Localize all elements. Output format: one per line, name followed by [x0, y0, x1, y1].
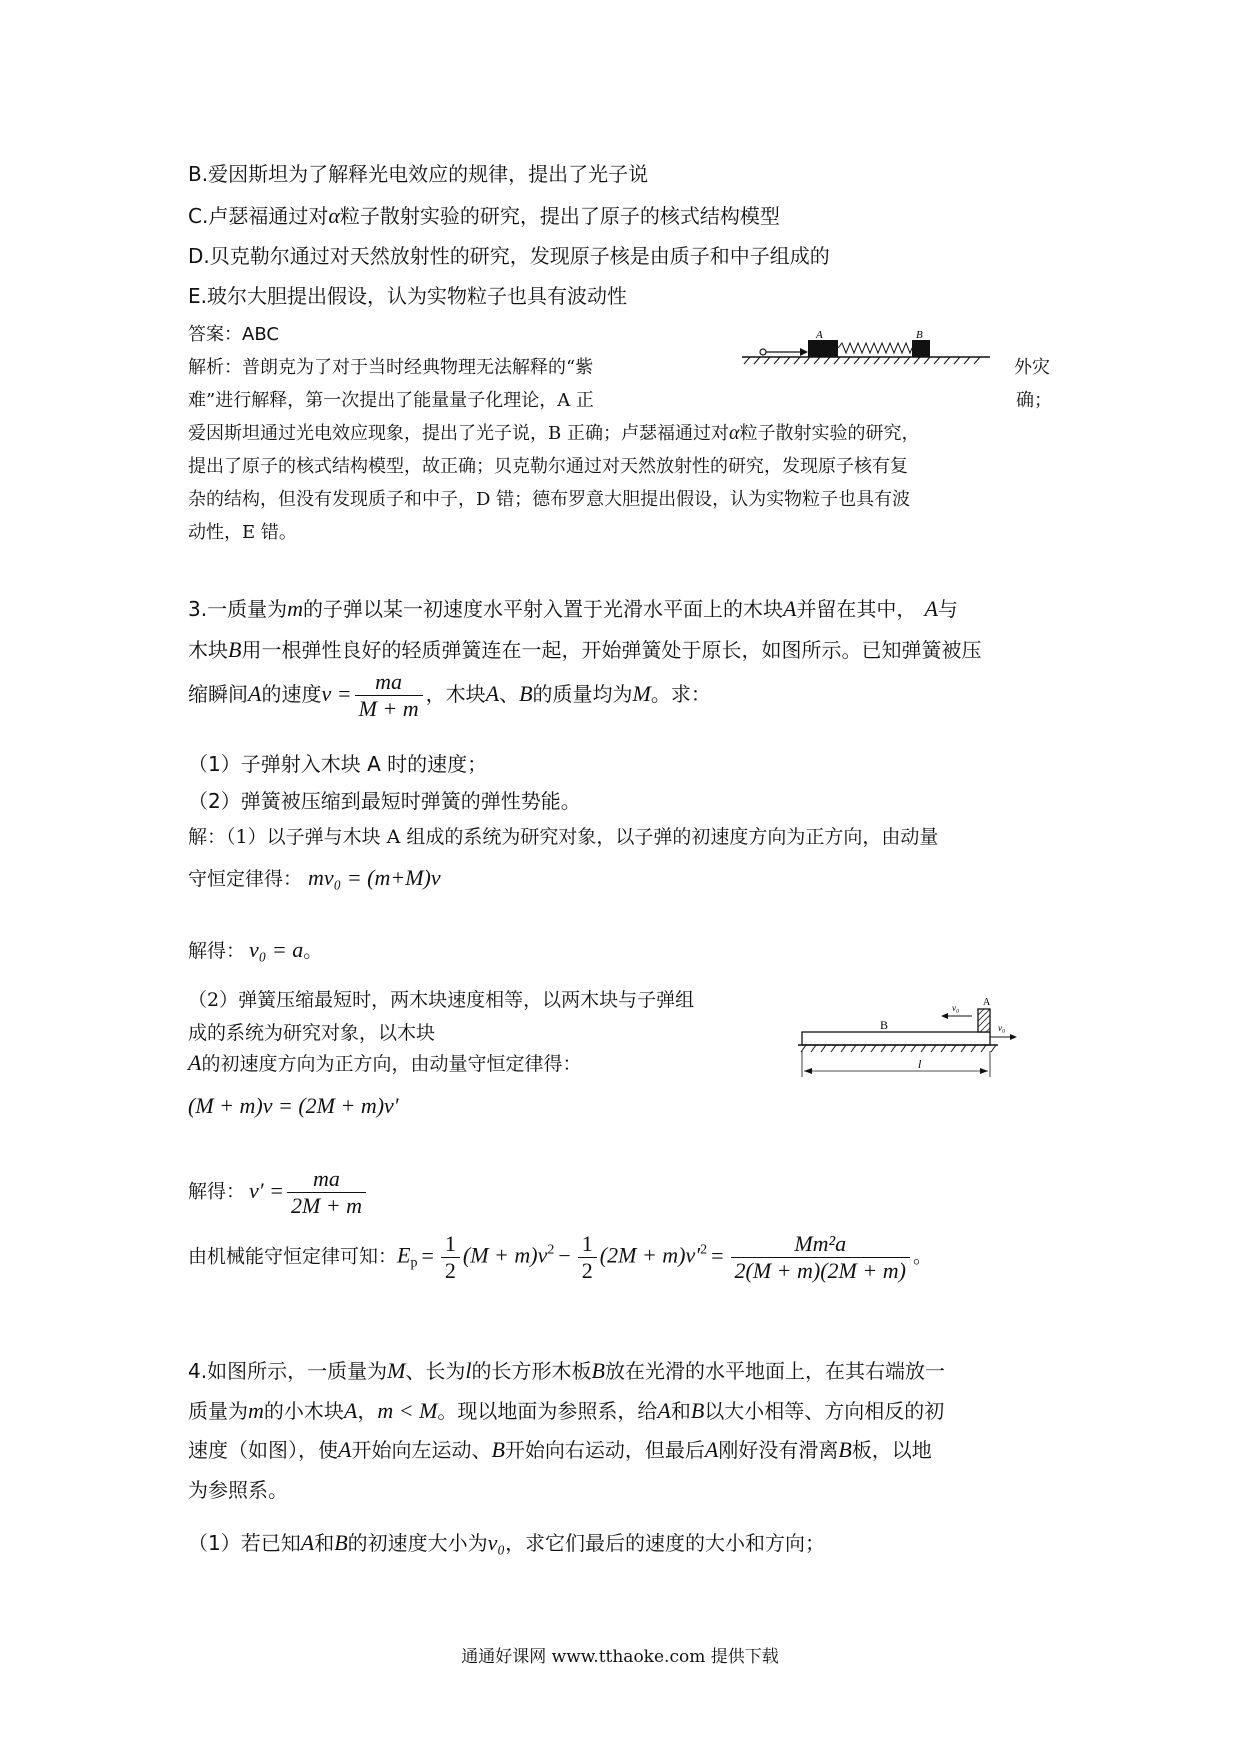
q3-solution-line-2 [188, 864, 441, 891]
q4-l1-a: 4.如图所示，一质量为 [188, 1359, 388, 1383]
q4-l2-A: A [343, 1398, 358, 1423]
q4-sub1-d: ，求它们最后的速度的大小和方向； [505, 1531, 826, 1555]
q4-l3-A2: A [704, 1437, 719, 1462]
page-footer: 通通好课网 www.tthaoke.com 提供下载 [461, 1647, 779, 1667]
q3-eq5-half2-den: 2 [581, 1258, 593, 1284]
option-e: E.玻尔大胆提出假设，认为实物粒子也具有波动性 [188, 284, 627, 308]
q4-line-3 [188, 1434, 932, 1463]
q3-eq5-result-num: Mm²a [731, 1232, 910, 1258]
q3-eq5-minus: − [558, 1242, 571, 1268]
q3-frac-num: ma [355, 670, 423, 696]
q4-sub1-v0: v₀ [487, 1530, 506, 1555]
q3-eq5-result-den: 2(M + m)(2M + m) [734, 1258, 906, 1284]
q3-sol6-A: A [188, 1050, 202, 1075]
explanation-line-2-left: 难”进行解释，第一次提出了能量量子化理论，A 正 [188, 390, 594, 411]
explanation-line-1-left: 解析：普朗克为了对于当时经典物理无法解释的“紫 [188, 357, 594, 378]
q3-subquestion-2: （2）弹簧被压缩到最短时弹簧的弹性势能。 [188, 789, 581, 813]
q3-l3-A: A [248, 681, 262, 707]
q3-sol2-text: 守恒定律得： [188, 868, 303, 890]
explanation-line-4: 提出了原子的核式结构模型，故正确；贝克勒尔通过对天然放射性的研究，发现原子核有复 [188, 456, 908, 477]
q3-eq3-expr: (M + m)v = (2M + m)v′ [188, 1093, 399, 1118]
q3-eq5-square-2: 2 [700, 1242, 708, 1258]
q3-eq5-end: 。 [912, 1245, 932, 1268]
q3-eq5-eq: = [421, 1242, 434, 1268]
q3-sol8-text: 由机械能守恒定律可知： [188, 1245, 398, 1268]
figure-label-board-b: B [880, 1018, 889, 1032]
q3-solution-line-5: 成的系统为研究对象，以木块 [188, 1022, 436, 1044]
q4-sub1-c: 的初速度大小为 [347, 1531, 488, 1555]
q4-l2-inequality: m < M [377, 1398, 438, 1423]
q4-l1-c: 的长方形木板 [471, 1359, 592, 1383]
explanation-line-3 [188, 419, 919, 445]
q4-l2-A2: A [657, 1398, 671, 1423]
q4-l1-l: l [465, 1358, 472, 1383]
q3-solution-line-8 [188, 1232, 932, 1283]
q4-sub1-A: A [300, 1530, 315, 1555]
q3-l1-m: m [287, 596, 303, 621]
q3-l2-B: B [228, 637, 242, 662]
q4-l3-B: B [491, 1437, 505, 1462]
q3-l3-B: B [519, 681, 533, 707]
q3-eq5-half1-num: 1 [441, 1232, 460, 1258]
q3-sol7-text: 解得： [188, 1180, 246, 1203]
q4-l2-d: 。现以地面为参照系，给 [437, 1399, 658, 1423]
explanation-line-3-pre: 爱因斯坦通过光电效应现象，提出了光子说，B 正确；卢瑟福通过对 [188, 423, 729, 444]
q4-subquestion-1 [188, 1527, 825, 1556]
q3-eq4-den: 2M + m [290, 1193, 363, 1219]
q4-line-2 [188, 1395, 944, 1424]
q3-solution-line-3 [188, 936, 322, 963]
q4-sub1-B: B [334, 1530, 348, 1555]
q4-l2-B: B [690, 1398, 705, 1423]
q3-subquestion-1: （1）子弹射入木块 A 时的速度； [188, 752, 488, 776]
option-b: B.爱因斯坦为了解释光电效应的规律，提出了光子说 [188, 162, 649, 186]
q3-eq5-half2-num: 1 [578, 1232, 597, 1258]
q3-solution-line-7 [188, 1167, 369, 1218]
q3-l2-a: 木块 [188, 638, 228, 662]
option-c-suffix: 粒子散射实验的研究，提出了原子的核式结构模型 [339, 204, 780, 228]
option-d: D.贝克勒尔通过对天然放射性的研究，发现原子核是由质子和中子组成的 [188, 244, 830, 268]
q3-l3-a: 缩瞬间 [188, 682, 248, 707]
q3-solution-line-4: （2）弹簧压缩最短时，两木块速度相等，以两木块与子弹组 [188, 989, 695, 1011]
option-c [188, 200, 780, 229]
q4-l2-a: 质量为 [188, 1399, 248, 1423]
q3-eq5-p: p [410, 1255, 418, 1271]
q3-l2-b: 用一根弹性良好的轻质弹簧连在一起，开始弹簧处于原长，如图所示。已知弹簧被压 [241, 638, 982, 662]
q3-l1-b: 的子弹以某一初速度水平射入置于光滑水平面上的木块 [302, 597, 783, 621]
q3-solution-line-6 [188, 1049, 581, 1076]
board-block-figure [790, 985, 1030, 1085]
q4-l2-f: 以大小相等、方向相反的初 [704, 1399, 945, 1423]
answer-line: 答案：ABC [188, 324, 279, 345]
spring-blocks-figure [730, 330, 1000, 370]
alpha-symbol-2: α [728, 422, 740, 444]
explanation-line-6: 动性，E 错。 [188, 522, 297, 543]
explanation-line-1-right: 外灾 [1014, 357, 1050, 378]
q3-l1-c: 并留在其中， [796, 597, 917, 621]
q3-line-3 [188, 670, 711, 721]
q3-eq5-eq2: = [711, 1242, 724, 1268]
figure-label-block-a: A [983, 997, 991, 1008]
q3-l3-b: 的速度 [261, 682, 322, 707]
q3-eq5-term-1: (M + m)v [462, 1242, 548, 1268]
q4-l1-M: M [387, 1358, 406, 1383]
q3-eq5-half-1 [441, 1232, 460, 1283]
q4-l3-B2: B [838, 1437, 852, 1462]
q4-sub1-a: （1）若已知 [188, 1531, 301, 1555]
q3-l3-c: ，木块 [425, 682, 486, 707]
q4-l2-m: m [248, 1398, 264, 1423]
q4-l3-A: A [338, 1437, 352, 1462]
q4-l1-b: 、长为 [405, 1359, 466, 1383]
q3-eq4-num: ma [287, 1167, 366, 1193]
q3-l1-A: A [782, 596, 797, 621]
q4-l3-a: 速度（如图），使 [188, 1438, 338, 1462]
q3-eq5-term-2: (2M + m)v′ [599, 1242, 701, 1268]
q3-sol3-text: 解得： [188, 940, 246, 962]
q3-eq4-fraction [287, 1167, 366, 1218]
option-c-prefix: C.卢瑟福通过对 [188, 204, 329, 228]
q3-frac-den: M + m [358, 696, 419, 722]
q4-l2-e: 和 [670, 1399, 691, 1423]
q3-equation-3 [188, 1093, 399, 1119]
explanation-line-5: 杂的结构，但没有发现质子和中子，D 错；德布罗意大胆提出假设，认为实物粒子也具有波 [188, 489, 911, 510]
q3-equation-1: mv₀ = (m+M)v [308, 865, 441, 890]
q4-line-1 [188, 1355, 945, 1384]
q3-eq5-half1-den: 2 [444, 1258, 456, 1284]
q3-line-1 [188, 593, 958, 622]
q4-sub1-b: 和 [314, 1531, 335, 1555]
q4-l3-b: 开始向左运动、 [351, 1438, 492, 1462]
q3-l3-d: 、 [499, 682, 520, 707]
q3-solution-line-1: 解：（1）以子弹与木块 A 组成的系统为研究对象，以子弹的初速度方向为正方向，由动量 [188, 826, 939, 848]
q3-velocity-fraction [355, 670, 423, 721]
q3-line-2 [188, 634, 981, 663]
figure-label-length: l [918, 1057, 922, 1071]
q3-l1-a: 3.一质量为 [188, 597, 288, 621]
figure-label-v0-left: v₀ [952, 1003, 960, 1013]
q4-l2-c: ， [357, 1399, 378, 1423]
explanation-line-3-post: 粒子散射实验的研究， [739, 423, 920, 444]
q4-l1-B: B [591, 1358, 605, 1383]
q3-l1-d: 与 [937, 597, 958, 621]
q3-eq5-E: E [397, 1242, 411, 1268]
q4-l3-c: 开始向右运动，但最后 [504, 1438, 705, 1462]
q4-l3-e: 板，以地 [851, 1438, 932, 1462]
q3-l3-f: 。求： [650, 682, 711, 707]
q3-l1-A2: A [924, 596, 938, 621]
q4-l3-d: 刚好没有滑离 [718, 1438, 839, 1462]
q4-line-4: 为参照系。 [188, 1478, 288, 1502]
q3-l3-A3: A [485, 681, 500, 707]
q3-l3-M: M [632, 681, 651, 707]
q3-sol6-text: 的初速度方向为正方向，由动量守恒定律得： [201, 1053, 582, 1075]
q3-eq4-lhs: v′ = [249, 1177, 284, 1203]
q3-eq2-end: 。 [303, 940, 323, 962]
figure-label-b: B [916, 330, 923, 341]
q3-eq5-result-fraction [731, 1232, 910, 1283]
figure-label-a: A [816, 330, 823, 341]
q3-eq5-half-2 [578, 1232, 597, 1283]
q3-eq5-square-1: 2 [547, 1242, 555, 1258]
q3-l3-e: 的质量均为 [532, 682, 633, 707]
alpha-symbol: α [328, 203, 340, 228]
explanation-line-2-right: 确； [1016, 390, 1052, 411]
q3-equation-2: v₀ = a [249, 937, 304, 962]
figure-label-v0-right: v₀ [998, 1023, 1006, 1033]
q4-l1-d: 放在光滑的水平地面上，在其右端放一 [605, 1359, 945, 1383]
q4-l2-b: 的小木块 [263, 1399, 344, 1423]
q3-l3-v: v = [321, 681, 352, 707]
